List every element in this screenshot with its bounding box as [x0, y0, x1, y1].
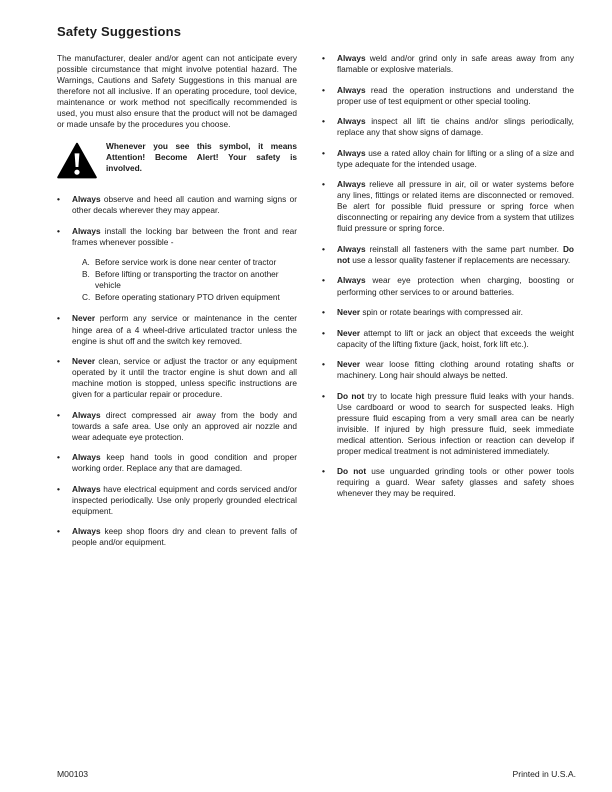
bullet-item [57, 452, 297, 474]
intro-paragraph: The manufacturer, dealer and/or agent can not anticipate every possible circumstance that might involve potential hazard. The Warnings, Cautions and Safety Suggestions in this manual are therefore not all inclusive. If an operating procedure, tool device, maintenance or work method not specifically recommended is used, you must also ensure that the product will not be damaged or made unsafe by the procedures you choose. [57, 53, 297, 130]
bullet-item [57, 356, 297, 400]
bullet-text [337, 466, 574, 499]
bullet-lead-word: Never [337, 327, 361, 338]
bullet-item [322, 244, 574, 266]
bullet-item [322, 53, 574, 75]
bullet-lead-word: Do not [337, 466, 367, 477]
right-column [322, 53, 574, 558]
bullet-item [57, 484, 297, 517]
bullet-text [337, 391, 574, 457]
bullet-text [72, 356, 297, 400]
bullet-lead-word: Never [337, 307, 361, 318]
bullet-lead-word: Always [337, 53, 366, 63]
bullet-lead-word: Do not [337, 243, 574, 265]
bullet-text [72, 526, 297, 548]
bullet-lead-word: Never [72, 356, 96, 367]
bullet-item [322, 466, 574, 499]
bullet-text [337, 148, 574, 170]
left-bullet-list [57, 194, 297, 548]
bullet-body-text: perform any service or maintenance in the center hinge area of a 4 wheel-drive articulated tractor unless the engine is shut off and the switch key removed. [72, 313, 297, 346]
bullet-text [72, 410, 297, 443]
bullet-marker: • [57, 313, 60, 324]
bullet-text [72, 452, 297, 474]
bullet-item [322, 328, 574, 350]
bullet-item [322, 179, 574, 234]
bullet-body-text: wear loose fitting clothing around rotating shafts or machinery. Long hair should always be netted. [337, 359, 574, 381]
bullet-text [337, 244, 574, 266]
bullet-marker: • [57, 225, 60, 236]
bullet-marker: • [322, 179, 325, 190]
bullet-text [337, 307, 574, 318]
bullet-body-text: read the operation instructions and understand the proper use of test equipment or other special tooling. [337, 84, 574, 106]
bullet-marker: • [322, 275, 325, 286]
bullet-text [337, 53, 574, 75]
bullet-item [322, 148, 574, 170]
bullet-marker: • [322, 116, 325, 127]
bullet-body-text: weld and/or grind only in safe areas away from any flamable or explosive materials. [337, 53, 574, 75]
sub-item [82, 257, 297, 268]
bullet-lead-word: Always [72, 194, 101, 205]
bullet-marker: • [322, 53, 325, 63]
bullet-lead-word: Always [337, 275, 366, 286]
bullet-marker: • [322, 84, 325, 95]
sub-item-text: Before service work is done near center of tractor [95, 256, 277, 267]
bullet-lead-word: Always [337, 84, 366, 95]
bullet-body-text: wear eye protection when charging, boosting or performing other services to or around batteries. [337, 275, 574, 297]
bullet-body-text: observe and heed all caution and warning signs or other decals wherever they may appear. [72, 194, 297, 216]
sub-item-label: C. [82, 291, 91, 302]
bullet-body-text: direct compressed air away from the body and towards a safe area. Use only an approved air nozzle and wear adequate eye protection. [72, 409, 297, 442]
bullet-lead-word: Always [337, 116, 366, 127]
bullet-marker: • [322, 390, 325, 401]
bullet-lead-word: Always [337, 243, 366, 254]
bullet-lead-word: Always [72, 452, 101, 463]
sub-item-text: Before lifting or transporting the tractor on another vehicle [95, 268, 279, 290]
bullet-text [337, 179, 574, 234]
bullet-item [57, 526, 297, 548]
bullet-item [57, 410, 297, 443]
document-number: M00103 [57, 769, 89, 779]
bullet-item [322, 391, 574, 457]
bullet-body-text: use a lessor quality fastener if replacements are necessary. [349, 254, 571, 265]
sub-item-text: Before operating stationary PTO driven equipment [95, 291, 280, 302]
bullet-lead-word: Never [72, 313, 96, 324]
bullet-item [322, 116, 574, 138]
bullet-body-text: use a rated alloy chain for lifting or a sling of a size and type adequate for the intended usage. [337, 147, 574, 169]
bullet-body-text: reinstall all fasteners with the same part number. [365, 243, 563, 254]
bullet-body-text: clean, service or adjust the tractor or any equipment operated by it until the tractor engine is shut down and all machine motion is stopped, unless specific instructions are given for a particular repair or procedure. [72, 356, 297, 400]
printed-note: Printed in U.S.A. [512, 769, 576, 779]
bullet-item [57, 226, 297, 304]
bullet-lead-word: Always [72, 225, 101, 236]
bullet-body-text: inspect all lift tie chains and/or slings periodically, replace any that show signs of damage. [337, 116, 574, 138]
bullet-marker: • [57, 194, 60, 205]
sub-item-label: A. [82, 256, 90, 267]
bullet-marker: • [322, 466, 325, 477]
left-column [57, 53, 297, 558]
bullet-item [322, 359, 574, 381]
right-bullet-list [322, 53, 574, 499]
bullet-body-text: have electrical equipment and cords serviced and/or inspected periodically. Use only properly grounded electrical equipment. [72, 483, 297, 516]
sub-item [82, 292, 297, 303]
bullet-lead-word: Always [72, 409, 101, 420]
bullet-text [337, 328, 574, 350]
bullet-item [322, 275, 574, 297]
bullet-text [337, 116, 574, 138]
warning-box [57, 141, 297, 181]
bullet-body-text: keep shop floors dry and clean to prevent falls of people and/or equipment. [72, 526, 297, 548]
bullet-lead-word: Always [337, 179, 366, 190]
bullet-item [322, 307, 574, 318]
bullet-marker: • [322, 327, 325, 338]
bullet-marker: • [57, 483, 60, 494]
bullet-lead-word: Do not [337, 390, 365, 401]
bullet-marker: • [322, 147, 325, 158]
bullet-text [72, 194, 297, 216]
bullet-text [72, 226, 297, 304]
sub-item [82, 269, 297, 291]
page-footer [57, 769, 576, 779]
bullet-lead-word: Never [337, 359, 361, 370]
bullet-body-text: keep hand tools in good condition and proper working order. Replace any that are damaged. [72, 452, 297, 474]
bullet-lead-word: Always [72, 483, 101, 494]
alert-triangle-icon [57, 141, 97, 181]
bullet-marker: • [322, 359, 325, 370]
two-column-layout [57, 53, 576, 558]
bullet-item [322, 85, 574, 107]
bullet-marker: • [57, 409, 60, 420]
bullet-item [57, 313, 297, 346]
bullet-body-text: spin or rotate bearings with compressed air. [360, 307, 523, 318]
bullet-text [72, 484, 297, 517]
sub-item-list [72, 257, 297, 303]
bullet-text [337, 275, 574, 297]
bullet-marker: • [322, 243, 325, 254]
bullet-text [337, 359, 574, 381]
bullet-text [72, 313, 297, 346]
bullet-body-text: relieve all pressure in air, oil or water systems before any lines, fittings or related items are disconnected or removed. Be alert for possible fluid pressure or spring force when disconnecting or repairing any device from a system that utilizes fluid pressure or spring force. [337, 179, 574, 234]
bullet-lead-word: Always [337, 147, 366, 158]
bullet-body-text: install the locking bar between the front and rear frames whenever possible - [72, 225, 297, 247]
bullet-marker: • [57, 526, 60, 537]
bullet-body-text: try to locate high pressure fluid leaks with your hands. Use cardboard or wood to search for suspected leaks. High pressure fluid escaping from a very small area can be nearly invisible. If injured by high pressure fluid, seek immediate medical attention. Serious infection or reaction can develop if proper medical treatment is not administered immediately. [337, 390, 574, 456]
bullet-marker: • [322, 307, 325, 318]
bullet-body-text: attempt to lift or jack an object that exceeds the weight capacity of the lifting fixture (jack, hoist, fork lift etc.). [337, 327, 574, 349]
bullet-marker: • [57, 452, 60, 463]
sub-item-label: B. [82, 268, 90, 279]
bullet-marker: • [57, 356, 60, 367]
warning-text: Whenever you see this symbol, it means Attention! Become Alert! Your safety is involved. [106, 141, 297, 174]
page-title: Safety Suggestions [57, 24, 182, 39]
bullet-text [337, 85, 574, 107]
bullet-item [57, 194, 297, 216]
bullet-lead-word: Always [72, 526, 101, 537]
bullet-body-text: use unguarded grinding tools or other power tools requiring a guard. Wear safety glasses and safety shoes whenever they may be required. [337, 466, 574, 499]
